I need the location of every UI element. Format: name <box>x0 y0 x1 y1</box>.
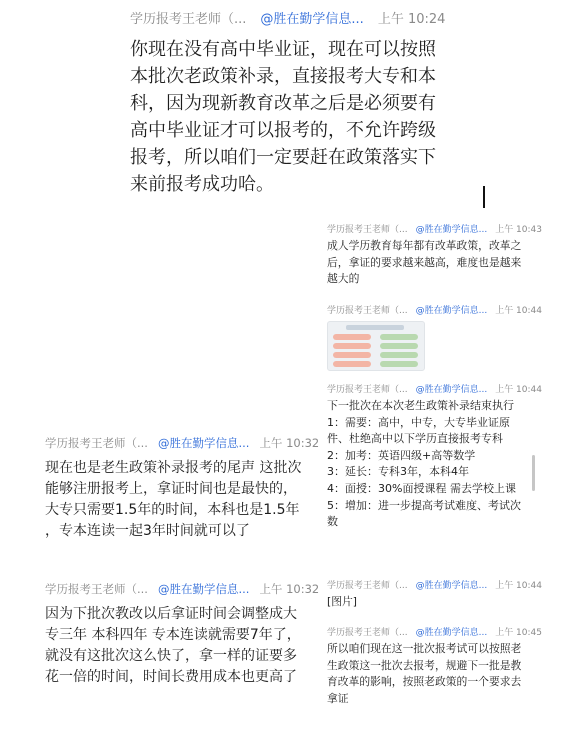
message-header <box>327 577 542 591</box>
mention-link[interactable]: @胜在勤学信息... <box>415 305 488 316</box>
thumbnail-row <box>380 343 418 349</box>
mention-link[interactable]: @胜在勤学信息... <box>415 580 488 591</box>
message-item[interactable] <box>45 434 320 542</box>
sender-name[interactable]: 学历报考王老师（... <box>45 582 148 596</box>
sender-name[interactable]: 学历报考王老师（... <box>45 436 148 450</box>
message-header <box>327 302 542 316</box>
message-header <box>327 221 542 235</box>
text-cursor <box>483 186 485 208</box>
message-text: 成人学历教育每年都有改革政策，改革之后，拿证的要求越来越高，难度也是越来越大的 <box>327 239 522 285</box>
sender-name[interactable]: 学历报考王老师（... <box>327 224 408 235</box>
image-placeholder-text[interactable]: [图片] <box>327 595 358 608</box>
sender-name[interactable]: 学历报考王老师（... <box>327 580 408 591</box>
message-header <box>130 6 450 28</box>
thumbnail-title-bar <box>346 325 404 330</box>
mention-link[interactable]: @胜在勤学信息... <box>157 582 250 596</box>
message-line: 3：延长：专科3年，本科4年 <box>327 465 469 479</box>
message-time: 上午 10:32 <box>259 582 320 596</box>
image-thumbnail[interactable] <box>327 321 425 371</box>
sender-name[interactable]: 学历报考王老师（... <box>327 627 408 638</box>
message-line: 5：增加：进一步提高考试难度、考试次数 <box>327 498 521 529</box>
message-line: 下一批次在本次老生政策补录结束执行 <box>327 399 514 412</box>
message-text: 所以咱们现在这一批次报考试可以按照老生政策这一批次去报考，规避下一批是教育改革的影响，按照老政策的一个要求去拿证 <box>327 642 522 705</box>
thumbnail-row <box>380 334 418 340</box>
message-line: 4：面授：30%面授课程 需去学校上课 <box>327 481 516 495</box>
message-time: 上午 10:45 <box>495 627 542 638</box>
message-header <box>327 624 542 638</box>
thumbnail-row <box>333 352 371 358</box>
scrollbar-thumb[interactable] <box>532 455 535 491</box>
thumbnail-row <box>333 361 371 367</box>
sender-name[interactable]: 学历报考王老师（... <box>130 11 247 27</box>
message-item[interactable] <box>327 577 542 611</box>
message-item[interactable] <box>327 381 542 531</box>
thumbnail-row <box>380 361 418 367</box>
message-line: 1：需要：高中，中专，大专毕业证原件、杜绝高中以下学历直接报考专科 <box>327 415 510 446</box>
sender-name[interactable]: 学历报考王老师（... <box>327 305 408 316</box>
message-header <box>45 434 320 452</box>
thumbnail-row <box>333 334 371 340</box>
mention-link[interactable]: @胜在勤学信息... <box>415 384 488 395</box>
sender-name[interactable]: 学历报考王老师（... <box>327 384 408 395</box>
message-time: 上午 10:44 <box>495 305 542 316</box>
message-text: 现在也是老生政策补录报考的尾声 这批次能够注册报考上，拿证时间也是最快的，大专只需要1.5年的时间，本科也是1.5年 ，专本连读一起3年时间就可以了 <box>45 460 302 539</box>
message-item[interactable] <box>327 624 542 707</box>
thumbnail-row <box>333 343 371 349</box>
mention-link[interactable]: @胜在勤学信息... <box>157 436 250 450</box>
mention-link[interactable]: @胜在勤学信息... <box>415 224 488 235</box>
message-header <box>45 580 320 598</box>
message-text: 你现在没有高中毕业证，现在可以按照本批次老政策补录，直接报考大专和本科，因为现新教育改革之后是必须要有高中毕业证才可以报考的，不允许跨级报考，所以咱们一定要赶在政策落实下来前报考成功哈。 <box>130 39 436 195</box>
message-line: 2：加考：英语四级+高等数学 <box>327 448 476 462</box>
mention-link[interactable]: @胜在勤学信息... <box>415 627 488 638</box>
message-time: 上午 10:32 <box>259 436 320 450</box>
message-time: 上午 10:44 <box>495 384 542 395</box>
message-header <box>327 381 542 395</box>
message-item[interactable] <box>327 302 542 371</box>
thumbnail-row <box>380 352 418 358</box>
message-item[interactable] <box>130 6 450 198</box>
message-text: 因为下批次教改以后拿证时间会调整成大专三年 本科四年 专本连读就需要7年了，就没有这批次这么快了，拿一样的证要多花一倍的时间，时间长费用成本也更高了 <box>45 606 301 685</box>
message-item[interactable] <box>45 580 320 688</box>
mention-link[interactable]: @胜在勤学信息... <box>260 11 364 27</box>
message-time: 上午 10:24 <box>377 11 446 27</box>
message-text <box>327 398 529 531</box>
message-time: 上午 10:43 <box>495 224 542 235</box>
message-item[interactable] <box>327 221 542 288</box>
message-time: 上午 10:44 <box>495 580 542 591</box>
